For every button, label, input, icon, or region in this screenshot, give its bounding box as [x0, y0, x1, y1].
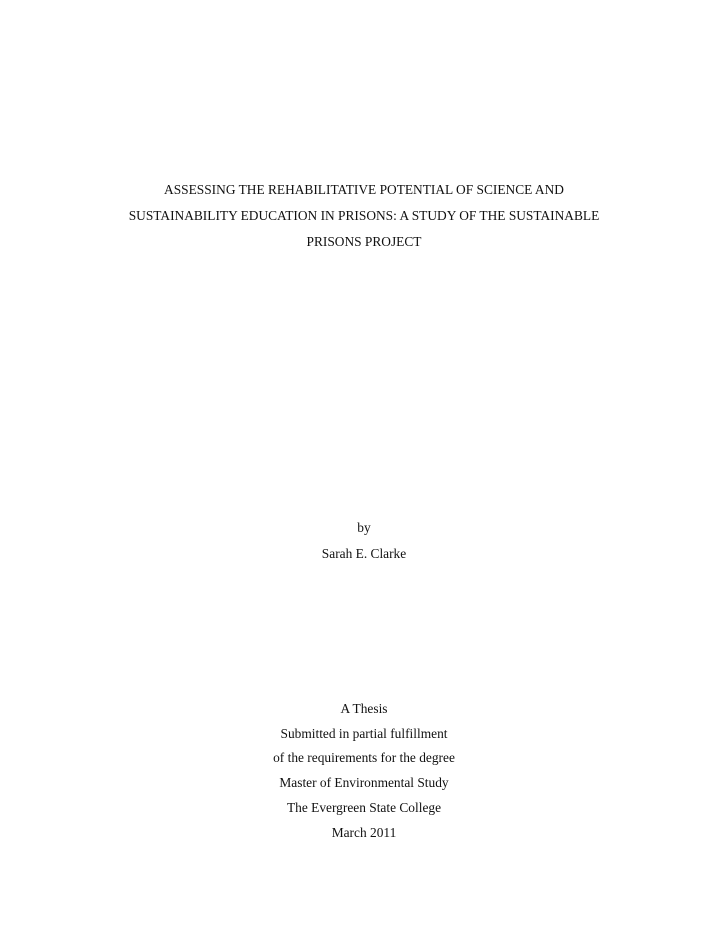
document-type: A Thesis — [340, 701, 388, 716]
thesis-title-line-2: SUSTAINABILITY EDUCATION IN PRISONS: A STUDY OF THE SUSTAINABLE — [128, 208, 600, 223]
institution-name: The Evergreen State College — [286, 800, 442, 815]
thesis-title-line-1: ASSESSING THE REHABILITATIVE POTENTIAL OF SCIENCE AND — [164, 182, 564, 197]
thesis-title-line-3: PRISONS PROJECT — [306, 234, 422, 249]
submission-statement: Submitted in partial fulfillment — [280, 726, 448, 741]
submission-date: March 2011 — [331, 825, 397, 840]
requirements-statement: of the requirements for the degree — [273, 750, 455, 765]
by-label: by — [357, 520, 371, 535]
degree-name: Master of Environmental Study — [279, 775, 449, 790]
author-name: Sarah E. Clarke — [321, 546, 407, 561]
